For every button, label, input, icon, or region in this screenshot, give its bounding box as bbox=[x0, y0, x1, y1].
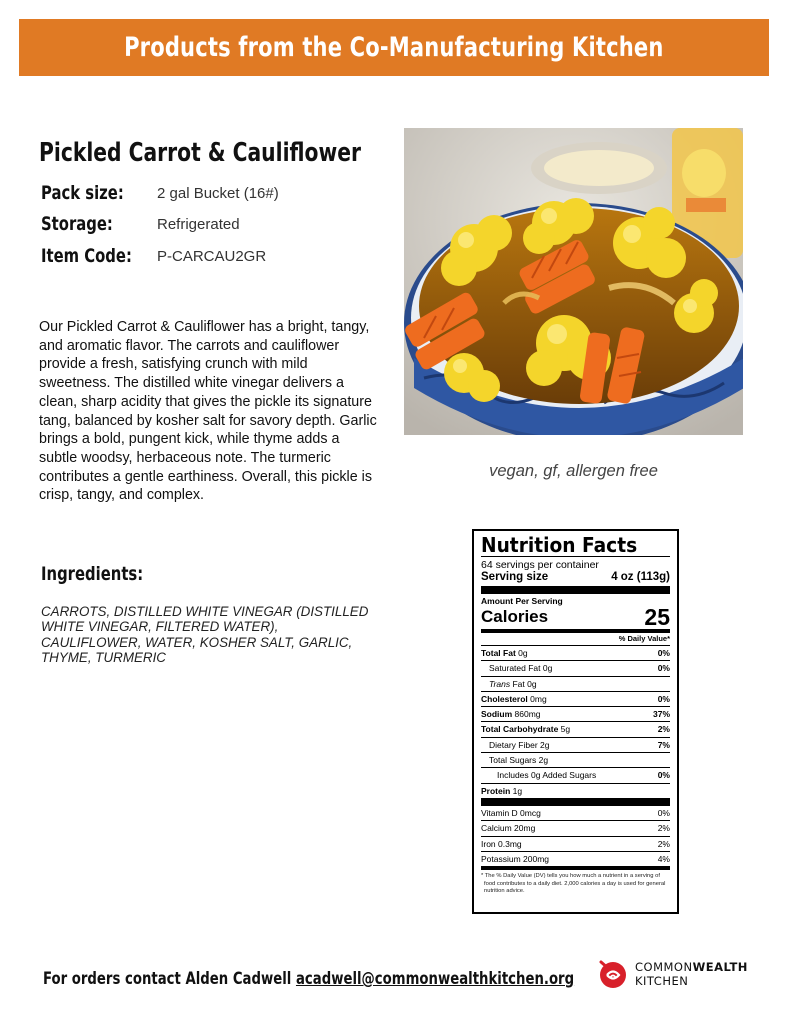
amount-per-serving: Amount Per Serving bbox=[481, 596, 563, 606]
nutrient-row: Trans Fat 0g bbox=[481, 676, 670, 691]
daily-value-header: % Daily Value* bbox=[618, 634, 670, 643]
spec-label: Item Code: bbox=[41, 245, 132, 267]
spec-item-code bbox=[41, 245, 266, 267]
vitamin-row: Potassium 200mg 4% bbox=[481, 851, 670, 866]
spec-label: Storage: bbox=[41, 213, 113, 235]
spec-value: P-CARCAU2GR bbox=[157, 247, 267, 265]
servings-per-container: 64 servings per container bbox=[481, 559, 599, 571]
nutrient-row: Total Carbohydrate 5g 2% bbox=[481, 721, 670, 736]
logo-icon bbox=[597, 958, 629, 990]
nutrient-row: Cholesterol 0mg 0% bbox=[481, 691, 670, 706]
product-photo bbox=[404, 128, 743, 435]
nutrition-facts-label bbox=[472, 529, 679, 914]
contact-email-link[interactable]: acadwell@commonwealthkitchen.org bbox=[295, 969, 575, 989]
spec-label: Pack size: bbox=[41, 182, 124, 204]
spec-pack-size bbox=[41, 182, 279, 204]
diet-tags: vegan, gf, allergen free bbox=[489, 462, 658, 480]
header-banner bbox=[19, 19, 769, 76]
contact-line: For orders contact Alden Cadwell acadwell@commonwealthkitchen.org bbox=[43, 969, 575, 989]
nutrient-row: Total Sugars 2g bbox=[481, 752, 670, 767]
page-title: Products from the Co-Manufacturing Kitchen bbox=[124, 32, 664, 63]
spec-storage bbox=[41, 213, 240, 235]
product-title: Pickled Carrot & Cauliflower bbox=[39, 138, 361, 168]
calories-row: Calories 25 bbox=[481, 604, 670, 630]
ingredients-heading: Ingredients: bbox=[41, 563, 144, 585]
nutrient-row: Dietary Fiber 2g 7% bbox=[481, 737, 670, 752]
serving-size: Serving size 4 oz (113g) bbox=[481, 571, 670, 583]
product-description: Our Pickled Carrot & Cauliflower has a bright, tangy, and aromatic flavor. The carrots and cauliflower provide a fresh, satisfying crunch with mild sweetness. The distilled white vinegar delivers a clean, sharp acidity that gives the pickle its signature tang, balanced by kosher salt for savory depth. Garlic brings a bold, pungent kick, while thyme adds a subtle woodsy, herbaceous note. The turmeric contributes a gentle earthiness. Overall, this pickle is crisp, tangy, and complex. bbox=[39, 319, 377, 504]
spec-value: Refrigerated bbox=[157, 215, 240, 233]
spec-value: 2 gal Bucket (16#) bbox=[157, 184, 279, 202]
vitamin-row: Iron 0.3mg 2% bbox=[481, 836, 670, 851]
logo-wordmark: COMMONWEALTH KITCHEN bbox=[635, 960, 748, 988]
vitamin-row: Vitamin D 0mcg 0% bbox=[481, 807, 670, 818]
nutrient-row: Includes 0g Added Sugars 0% bbox=[481, 767, 670, 782]
ingredients-list: CARROTS, DISTILLED WHITE VINEGAR (DISTILLED WHITE VINEGAR, FILTERED WATER), CAULIFLOWER, WATER, KOSHER SALT, GARLIC, THYME, TURMERIC bbox=[41, 604, 369, 665]
nutrient-row: Sodium 860mg 37% bbox=[481, 706, 670, 721]
nutrient-row: Saturated Fat 0g 0% bbox=[481, 660, 670, 675]
nutrient-row: Total Fat 0g 0% bbox=[481, 645, 670, 660]
nutrient-row: Protein 1g bbox=[481, 783, 670, 798]
vitamin-row: Calcium 20mg 2% bbox=[481, 820, 670, 835]
nutrition-title: Nutrition Facts bbox=[481, 533, 638, 557]
nutrition-footnote: * The % Daily Value (DV) tells you how much a nutrient in a serving of food contributes to a daily diet. 2,000 calories a day is used for general nutrition advice. bbox=[481, 873, 666, 894]
commonwealth-kitchen-logo bbox=[597, 958, 748, 990]
